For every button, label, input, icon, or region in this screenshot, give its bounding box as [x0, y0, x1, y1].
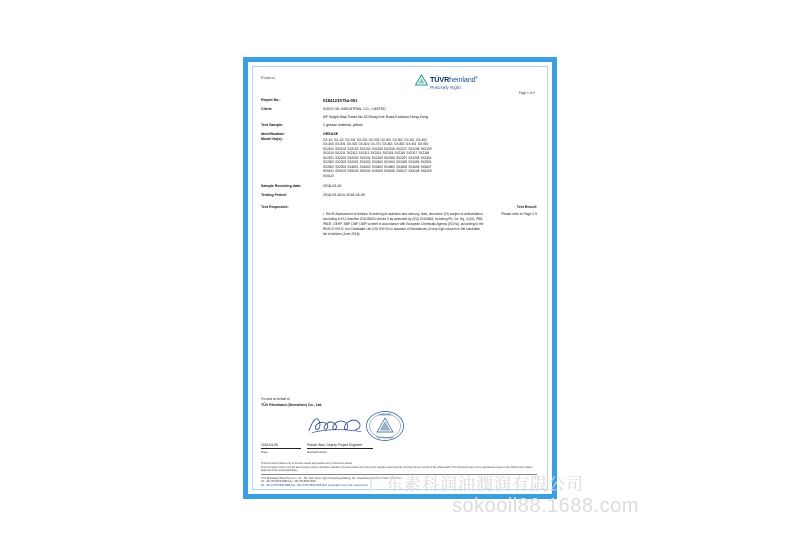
row-model: [261, 132, 539, 178]
model-list-line: SX2101 SX2102 SX2103 SX2104 SX2105 SX2106 SX2107 SX2108 SX2109: [323, 146, 432, 151]
sample-receiving-value: 2018-03-26: [323, 184, 342, 189]
test-result-label: Test Result:: [516, 204, 537, 209]
identification-label: Identification/: [261, 131, 285, 136]
footer-line-5: Tel: +86 (0)755 8828 0888 Fax: +86 (0)755 8828 0818 Mail: service@tuv.com web: www.tuv.com: [261, 483, 369, 487]
signature-name-col: [307, 443, 539, 455]
test-requested-text: [323, 212, 484, 236]
model-list-line: GX-1/1 GX-1/2 GX-201 GX-202 GX-203 GX-301 GX-302 GX-401 GX-402: [323, 137, 427, 142]
for-on-behalf-label: For and on behalf of: [261, 397, 290, 401]
model-list-line: SX2302 SX2303 SX2401 SX2402 SX2403 SX2404 SX2405 SX2406 SX2501: [323, 160, 432, 165]
testing-period-label: Testing Period:: [261, 192, 287, 197]
client-name: SOKO OIL INDUSTRIAL CO., LIMITED: [323, 107, 386, 112]
model-title: GREASE: [323, 131, 339, 136]
document-page-frame: [243, 57, 557, 499]
logo-wordmark: TÜVRheinland®: [430, 74, 478, 84]
signature-lines: [261, 443, 539, 455]
result-header-row: [261, 205, 539, 210]
footer-line-1: This test report relates only to the item tested and pertains only to the items tested.: [261, 462, 353, 465]
model-label-block: [261, 132, 323, 178]
bullet-icon: •: [323, 212, 325, 217]
report-no-label: Report No.:: [261, 98, 281, 102]
row-test-sample: [261, 123, 539, 128]
model-list-line: SX5101 SX5102 SX5103 SX5104 SX5105 SX5106 SX5107 SX5108 SX5109: [323, 169, 432, 174]
footer-line-2: This test report covers only the items tested. Unless otherwise specified, the test results refer only to the samples tested and do not imply the test results of the whole batch. This document may not be reproduced except in full, without prior written approval of the testing laboratory.: [261, 465, 533, 473]
row-report-no: [261, 98, 539, 104]
page-counter: Page 1 of 9: [518, 91, 535, 95]
document-body: [261, 74, 539, 485]
model-list-line: SX2110 SX2111 SX2112 SX2113 SX2114 SX2115 SX2116 SX2117 SX2118: [323, 151, 430, 156]
test-result-value: Please refer to Page 2-9: [501, 212, 537, 217]
signing-company: TÜV Rheinland (Shenzhen) Co., Ltd.: [261, 402, 323, 407]
handwritten-signature: [307, 414, 365, 436]
logo-rheinland: heinland: [449, 74, 476, 84]
svg-text:SHENZHEN: SHENZHEN: [378, 414, 392, 417]
result-body-row: [261, 212, 539, 236]
name-caption: Name/Position: [307, 449, 328, 454]
tuv-rheinland-logo: [415, 74, 535, 91]
client-block: [323, 107, 539, 120]
report-no-value: 0184123S75a-001: [323, 98, 358, 103]
watermark-url: sokooil88.1688.com: [452, 495, 639, 517]
model-list-line: SX2502 SX2503 SX4601 SX4602 SX4603 SX4604 SX4605 SX4606 SX4607: [323, 164, 432, 169]
logo-tagline: Precisely Right.: [430, 85, 463, 90]
test-requested-label: Test Requested:: [261, 204, 289, 209]
signature-date-col: [261, 443, 307, 455]
signature-section: [261, 397, 539, 454]
testing-period-value: 2018-03-26 to 2018-04-09: [323, 192, 365, 197]
date-caption: Date: [261, 449, 268, 454]
model-list: [323, 138, 539, 178]
model-list-line: GX-403 GX-501 GX-502 GX-601 GX-701 GX-801 GX-802 GX-901 GX-902: [323, 142, 429, 147]
row-sample-receiving: [261, 184, 539, 189]
row-testing-period: [261, 193, 539, 198]
test-sample-label: Test Sample:: [261, 123, 284, 128]
client-label: Client:: [261, 107, 273, 112]
model-list-line: SX5110: [323, 173, 334, 178]
field-rows: [261, 98, 539, 236]
document-page: [252, 66, 548, 490]
sample-receiving-label: Sample Receiving date:: [261, 184, 302, 189]
client-address: 6/F Bright Way Tower,No.33 Mong Kok Road,Kowloon,Hong Kong: [323, 114, 429, 119]
model-list-line: SX2201 SX2202 SX2203 SX2204 SX2205 SX2206 SX2207 SX2208 SX2301: [323, 155, 432, 160]
test-requested-body: RoHS Assessment of Articles: Screening of cadmium and mercury, lead, chromium (VI) subject to authorisation, according to EU Directive 2011/65/EU Annex II as amended by (EU) 2015/863, including Pb, Cd, Hg, Cr(VI), PBB, PBDE, DEHP, BBP, DBP, DIBP content in accordance with European Chemicals Agency (ECHA), according to the REACH SVHC List Candidate List (191 SVHCs in advance of Substances of very high concern in the candidate list of Articles (June 2018).: [323, 212, 484, 236]
test-sample-value: 1 grease material, yellow: [323, 123, 363, 128]
signature-date: 2018-04-09: [261, 442, 278, 447]
company-stamp: [365, 410, 405, 442]
model-value-block: [323, 132, 539, 178]
model-no-label: Model No(s):: [261, 136, 283, 141]
svg-text:TÜV Rheinland: TÜV Rheinland: [376, 436, 394, 440]
result-description-block: [323, 212, 539, 236]
signature-title: Patrick Wan, Deputy Project Engineer: [307, 442, 363, 447]
footer-line-3: TÜV Rheinland (Shenzhen) Co., Ltd. · 5/F, Tech Tower, Qiye Technology Building, No. 1 Keji Road, Nanshan District, Shenzhen: [261, 476, 402, 480]
logo-tuvr: TÜVR: [430, 74, 450, 84]
result-spacer: [261, 212, 323, 236]
product-label: Product: [261, 76, 275, 80]
watermark-chinese: 广东素科润油潤润有限公司: [368, 475, 584, 495]
footer-line-4: Tel: +86-755-8828 0888 Fax: +86-755-8828 0818: [261, 480, 316, 484]
row-client: [261, 107, 539, 120]
tuv-triangle-icon: [415, 74, 428, 86]
signature-area: [261, 408, 539, 442]
